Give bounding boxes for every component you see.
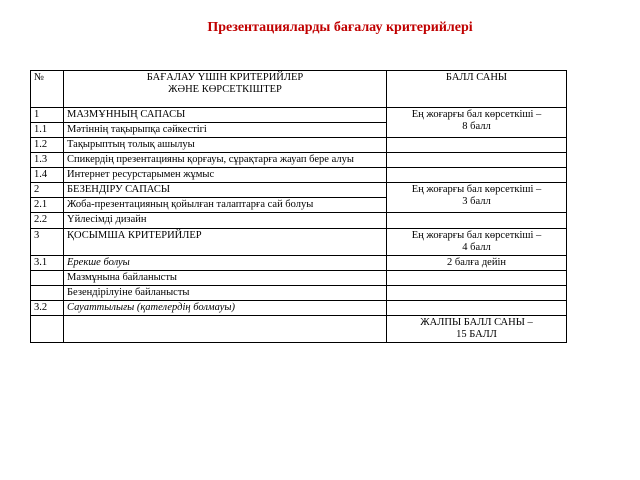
- item-num: [31, 270, 64, 285]
- item-text: Интернет ресурстарымен жұмыс: [64, 168, 387, 183]
- table-header-row: [31, 71, 567, 108]
- table-row: [31, 285, 567, 300]
- total-num: [31, 315, 64, 342]
- header-score: БАЛЛ САНЫ: [445, 72, 508, 83]
- table-row: [31, 300, 567, 315]
- section-score: [387, 108, 567, 138]
- header-criteria-cell: [64, 71, 387, 108]
- table-row: [31, 255, 567, 270]
- table-row: [31, 168, 567, 183]
- section-score-line2: 3 балл: [462, 196, 491, 208]
- section-num: 3: [31, 228, 64, 255]
- section-num: 2: [31, 183, 64, 198]
- header-criteria-line1: БАҒАЛАУ ҮШІН КРИТЕРИЙЛЕР: [146, 72, 304, 83]
- page-title: Презентацияларды бағалау критерийлері: [207, 20, 473, 35]
- section-score-line2: 4 балл: [462, 241, 491, 253]
- item-text: Жоба-презентацияның қойылған талаптарға сай болуы: [64, 198, 387, 213]
- item-num: [31, 285, 64, 300]
- item-num: 2.2: [31, 213, 64, 228]
- section-score-line2: 8 балл: [462, 121, 491, 133]
- item-text: Безендірілуіне байланысты: [64, 285, 387, 300]
- item-num: 1.2: [31, 138, 64, 153]
- item-score: [387, 300, 567, 315]
- item-text: Ерекше болуы: [64, 255, 387, 270]
- header-score-cell: [387, 71, 567, 108]
- item-score: 2 балға дейін: [387, 255, 567, 270]
- item-num: 1.1: [31, 123, 64, 138]
- item-score: [387, 153, 567, 168]
- table-row: [31, 138, 567, 153]
- item-text: Тақырыптың толық ашылуы: [64, 138, 387, 153]
- section-row: [31, 108, 567, 123]
- total-row: [31, 315, 567, 342]
- criteria-table: [30, 70, 567, 343]
- total-score-line2: 15 БАЛЛ: [456, 328, 497, 340]
- item-text: Спикердің презентацияны қорғауы, сұрақтарға жауап бере алуы: [64, 153, 387, 168]
- header-num-cell: [31, 71, 64, 108]
- section-title: МАЗМҰННЫҢ САПАСЫ: [64, 108, 387, 123]
- section-num: 1: [31, 108, 64, 123]
- total-criteria: [64, 315, 387, 342]
- section-score: [387, 183, 567, 213]
- item-num: 1.3: [31, 153, 64, 168]
- section-score-line1: Ең жоғарғы бал көрсеткіші –: [411, 184, 542, 196]
- item-text: Мәтіннің тақырыпқа сәйкестігі: [64, 123, 387, 138]
- table-row: [31, 153, 567, 168]
- item-score: [387, 138, 567, 153]
- section-score-line1: Ең жоғарғы бал көрсеткіші –: [411, 229, 542, 241]
- total-score: [387, 315, 567, 342]
- item-num: 3.2: [31, 300, 64, 315]
- section-title: БЕЗЕНДІРУ САПАСЫ: [64, 183, 387, 198]
- section-score-line1: Ең жоғарғы бал көрсеткіші –: [411, 109, 542, 120]
- item-score: [387, 270, 567, 285]
- total-score-line1: ЖАЛПЫ БАЛЛ САНЫ –: [420, 316, 533, 328]
- item-score: [387, 168, 567, 183]
- item-text: Сауаттылығы (қателердің болмауы): [64, 300, 387, 315]
- item-score: [387, 285, 567, 300]
- section-title: ҚОСЫМША КРИТЕРИЙЛЕР: [64, 228, 387, 255]
- table-row: [31, 270, 567, 285]
- item-num: 2.1: [31, 198, 64, 213]
- item-text: Мазмұнына байланысты: [64, 270, 387, 285]
- item-text: Үйлесімді дизайн: [64, 213, 387, 228]
- item-num: 3.1: [31, 255, 64, 270]
- header-num: №: [34, 72, 45, 83]
- item-score: [387, 213, 567, 228]
- table-row: [31, 213, 567, 228]
- section-score: [387, 228, 567, 255]
- section-row: [31, 228, 567, 255]
- section-row: [31, 183, 567, 198]
- header-criteria-line2: ЖӘНЕ КӨРСЕТКІШТЕР: [168, 84, 282, 96]
- item-num: 1.4: [31, 168, 64, 183]
